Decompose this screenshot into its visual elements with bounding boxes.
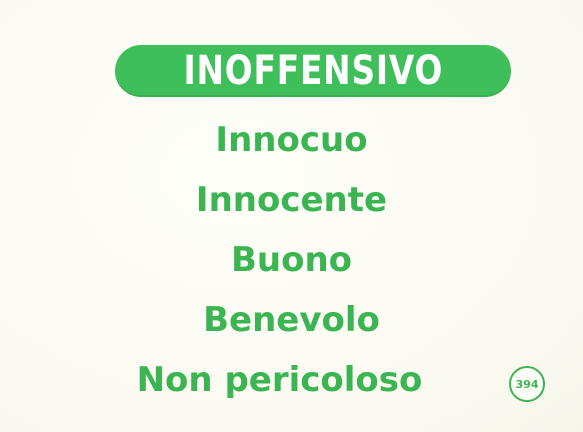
synonym-list (0, 110, 583, 410)
synonym-item: Non pericoloso (136, 360, 423, 400)
synonym-item: Benevolo (203, 300, 380, 340)
synonym-item: Innocente (195, 180, 388, 220)
title-banner (115, 45, 511, 97)
card-title: INOFFENSIVO (183, 48, 443, 94)
synonym-item: Buono (230, 240, 353, 280)
synonym-item: Innocuo (215, 120, 368, 160)
page-number-badge: 394 (509, 366, 545, 402)
